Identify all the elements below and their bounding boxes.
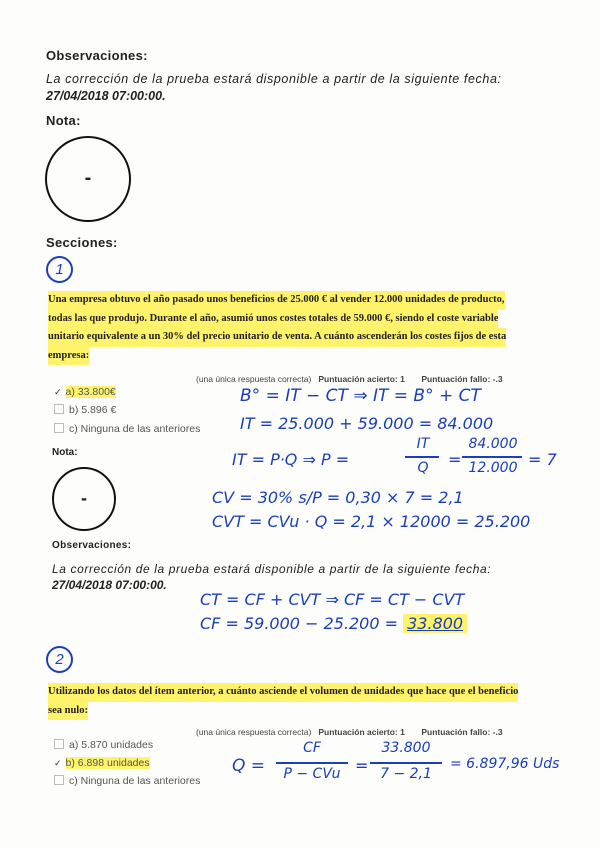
observaciones-heading: Observaciones: [46,48,148,63]
option-a[interactable]: ✓ a) 33.800€ [54,386,116,398]
handwritten-result: = 7 [528,450,557,469]
radio-icon [54,423,64,433]
handwritten-line-4: CV = 30% s/P = 0,30 × 7 = 2,1 [212,488,464,507]
question-number-1: 1 [46,256,73,283]
question-2-line: sea nulo: [48,702,88,721]
option-b[interactable]: ✓ b) 6.898 unidades [54,757,150,769]
handwritten-fraction-num: 84.000 [468,436,518,452]
answer-type: (una única respuesta correcta) [196,374,312,384]
question-2-meta [196,727,503,737]
question-1-grade-value: - [81,488,87,508]
option-c[interactable]: c) Ninguna de las anteriores [54,423,200,435]
handwritten-line-6: CT = CF + CVT ⇒ CF = CT − CVT [200,590,465,609]
handwritten-line-2: IT = 25.000 + 59.000 = 84.000 [240,414,494,433]
handwritten-q2-result: = 6.897,96 Uds [450,756,560,772]
question-1-obs-text: La corrección de la prueba estará disponible a partir de la siguiente fecha: [52,562,492,576]
observaciones-date: 27/04/2018 07:00:00. [46,89,166,103]
fraction-bar [462,456,522,458]
handwritten-fraction-den: 12.000 [468,460,518,476]
fraction-bar [405,456,439,458]
question-1-text [48,291,568,365]
question-1-meta [196,374,503,384]
radio-icon [54,739,64,749]
handwritten-line-1: B° = IT − CT ⇒ IT = B° + CT [240,386,481,406]
handwritten-q2-frac-den: P − CVu [283,766,341,782]
question-number-2: 2 [46,646,73,673]
check-icon: ✓ [54,387,62,397]
question-1-line: empresa: [48,347,89,366]
fraction-bar [370,762,442,764]
score-correct: Puntuación acierto: 1 [318,727,405,737]
score-correct: Puntuación acierto: 1 [318,374,405,384]
handwritten-eq: = [355,756,369,775]
question-1-obs-heading: Observaciones: [52,540,132,551]
question-1-grade-circle [52,467,116,531]
radio-icon [54,775,64,785]
option-c[interactable]: c) Ninguna de las anteriores [54,775,200,787]
handwritten-answer: 33.800 [403,614,467,633]
handwritten-q2-frac-num: 33.800 [381,740,431,756]
handwritten-q2-frac-den: 7 − 2,1 [380,766,432,782]
question-2-text [48,683,578,720]
handwritten-eq: = [448,450,462,469]
question-1-line: unitario equivalente a un 30% del precio unitario de venta. A cuánto ascenderán los costes fijos de esta [48,328,506,347]
answer-type: (una única respuesta correcta) [196,727,312,737]
handwritten-fraction-num: IT [416,436,430,452]
handwritten-line-5: CVT = CVu · Q = 2,1 × 12000 = 25.200 [212,512,531,531]
question-1-line: Una empresa obtuvo el año pasado unos beneficios de 25.000 € al vender 12.000 unidades de producto, [48,291,505,310]
score-wrong: Puntuación fallo: -.3 [421,374,503,384]
handwritten-line-3a: IT = P·Q ⇒ P = [232,450,350,469]
handwritten-fraction-den: Q [417,460,429,476]
handwritten-q2-lead: Q = [232,756,266,776]
grade-value: - [84,167,92,189]
radio-icon [54,404,64,414]
secciones-heading: Secciones: [46,235,118,250]
question-1-nota-heading: Nota: [52,447,78,458]
fraction-bar [276,762,348,764]
grade-circle [45,136,131,222]
handwritten-q2-frac-num: CF [303,740,321,756]
score-wrong: Puntuación fallo: -.3 [421,727,503,737]
check-icon: ✓ [54,758,62,768]
nota-heading: Nota: [46,113,81,128]
question-1-obs-date: 27/04/2018 07:00:00. [52,578,167,592]
option-b[interactable]: b) 5.896 € [54,404,116,416]
observaciones-text: La corrección de la prueba estará disponible a partir de la siguiente fecha: [46,72,502,86]
option-a[interactable]: a) 5.870 unidades [54,739,153,751]
handwritten-line-7: CF = 59.000 − 25.200 = 33.800 [200,614,467,633]
question-2-line: Utilizando los datos del ítem anterior, a cuánto asciende el volumen de unidades que hace que el beneficio [48,683,518,702]
question-1-line: todas las que produjo. Durante el año, asumió unos costes totales de 59.000 €, siendo el coste variable [48,310,498,329]
